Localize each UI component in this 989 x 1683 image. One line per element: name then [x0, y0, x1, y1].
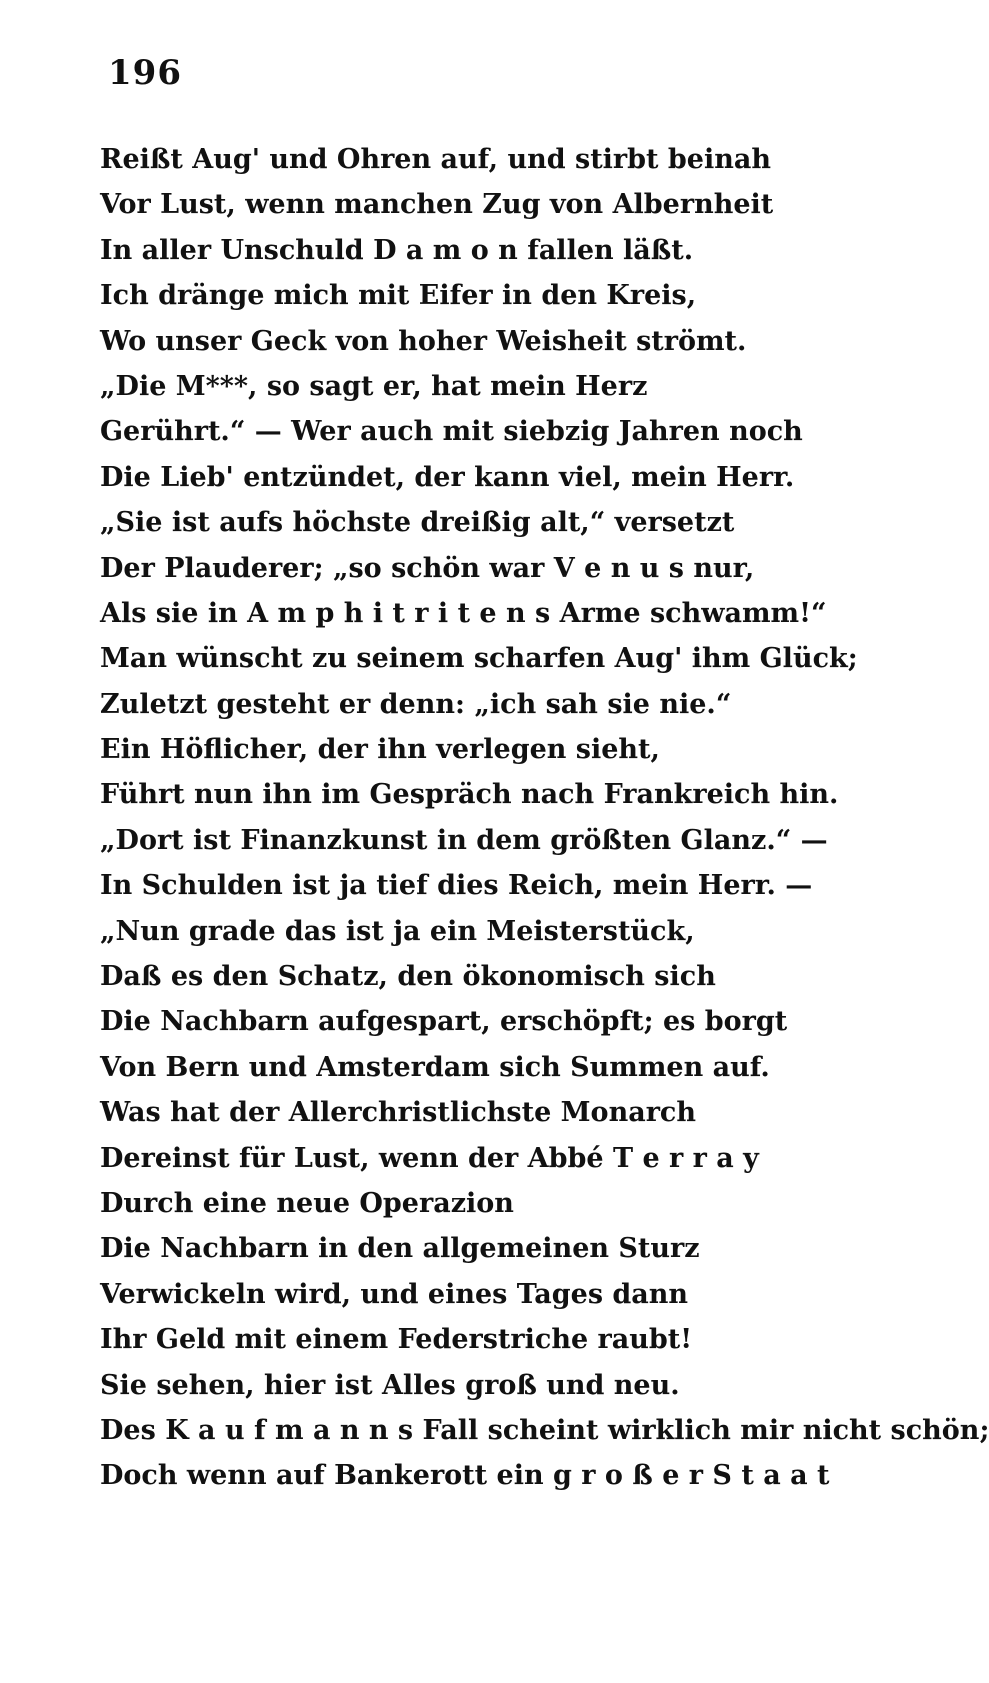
verse-line: Die Nachbarn aufgespart, erschöpft; es borgt [100, 1006, 788, 1038]
verse-line: Man wünscht zu seinem scharfen Aug' ihm Glück; [100, 643, 858, 675]
verse-line: Wo unser Geck von hoher Weisheit strömt. [100, 325, 747, 357]
verse-line: Sie sehen, hier ist Alles groß und neu. [100, 1369, 680, 1401]
verse-line: Verwickeln wird, und eines Tages dann [100, 1278, 689, 1310]
verse-line: Als sie in A m p h i t r i t e n s Arme schwamm!“ [100, 597, 827, 629]
verse-line: Daß es den Schatz, den ökonomisch sich [100, 961, 716, 993]
verse-line: Reißt Aug' und Ohren auf, und stirbt beinah [100, 144, 771, 175]
verse-line: Durch eine neue Operazion [100, 1187, 514, 1219]
verse-line: Ich dränge mich mit Eifer in den Kreis, [100, 280, 697, 312]
verse-line: In Schulden ist ja tief dies Reich, mein Herr. — [100, 870, 813, 902]
verse-line: Dereinst für Lust, wenn der Abbé T e r r a y [100, 1142, 759, 1174]
verse-line: Was hat der Allerchristlichste Monarch [100, 1097, 696, 1129]
verse-line: „Nun grade das ist ja ein Meisterstück, [100, 915, 695, 947]
verse-line: Die Nachbarn in den allgemeinen Sturz [100, 1233, 700, 1265]
verse-line: „Die M***, so sagt er, hat mein Herz [100, 370, 648, 402]
verse-line: „Dort ist Finanzkunst in dem größten Glanz.“ — [100, 824, 828, 856]
verse-line: Zuletzt gesteht er denn: „ich sah sie nie.“ [100, 688, 732, 720]
verse-line: „Sie ist aufs höchste dreißig alt,“ versetzt [100, 507, 735, 539]
verse-line: Vor Lust, wenn manchen Zug von Albernheit [100, 189, 774, 221]
verse-line: Ein Höflicher, der ihn verlegen sieht, [100, 734, 660, 766]
verse-line: Gerührt.“ — Wer auch mit siebzig Jahren noch [100, 416, 803, 448]
verse-line: Von Bern und Amsterdam sich Summen auf. [100, 1051, 770, 1083]
verse-line: In aller Unschuld D a m o n fallen läßt. [100, 234, 694, 266]
verse-line: Der Plauderer; „so schön war V e n u s nur, [100, 552, 755, 584]
page-number: 196 [108, 53, 182, 93]
verse-line: Doch wenn auf Bankerott ein g r o ß e r S t a a t [100, 1460, 830, 1492]
verse-line: Ihr Geld mit einem Federstriche raubt! [100, 1324, 693, 1356]
poem-text [100, 137, 989, 1499]
verse-line: Die Lieb' entzündet, der kann viel, mein Herr. [100, 461, 795, 493]
verse-line: Führt nun ihn im Gespräch nach Frankreich hin. [100, 779, 839, 811]
verse-line: Des K a u f m a n n s Fall scheint wirklich mir nicht schön; [100, 1414, 989, 1446]
